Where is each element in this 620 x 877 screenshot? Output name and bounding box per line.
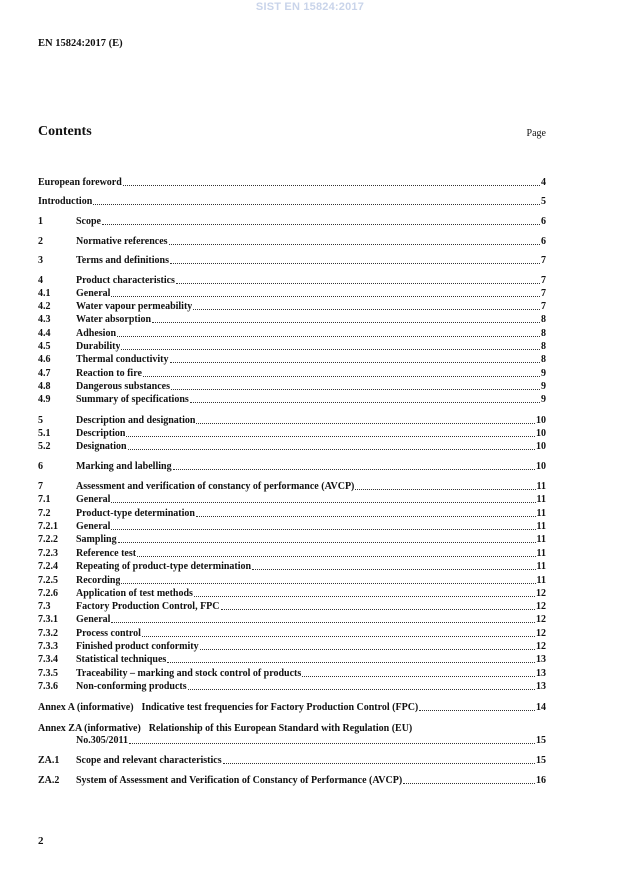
toc-entry[interactable] bbox=[38, 520, 546, 533]
toc-entry-page: 5 bbox=[541, 196, 546, 207]
toc-entry-number: 5.1 bbox=[38, 428, 51, 439]
toc-entry[interactable] bbox=[38, 353, 546, 366]
toc-entry-title: General bbox=[76, 521, 111, 532]
toc-entry[interactable] bbox=[38, 640, 546, 653]
toc-entry-number: 7 bbox=[38, 481, 43, 492]
toc-entry-page: 4 bbox=[541, 177, 546, 188]
toc-dot-leader bbox=[419, 709, 535, 711]
toc-entry-number: 5.2 bbox=[38, 441, 51, 452]
toc-entry-number: 4.6 bbox=[38, 354, 51, 365]
toc-entry[interactable] bbox=[38, 774, 546, 787]
toc-entry[interactable] bbox=[38, 460, 546, 473]
toc-entry-title: General bbox=[76, 494, 111, 505]
toc-entry-title: Product-type determination bbox=[76, 508, 195, 519]
toc-entry-page: 8 bbox=[541, 314, 546, 325]
toc-entry-title: Process control bbox=[76, 628, 141, 639]
toc-entry-page: 11 bbox=[536, 575, 546, 586]
toc-entry-number: 4.8 bbox=[38, 381, 51, 392]
toc-entry-number: 7.3.4 bbox=[38, 654, 58, 665]
toc-entry-title: Dangerous substances bbox=[76, 381, 170, 392]
toc-entry-number: 5 bbox=[38, 415, 43, 426]
toc-entry-page: 9 bbox=[541, 381, 546, 392]
toc-entry-page: 7 bbox=[541, 288, 546, 299]
toc-entry-number: ZA.1 bbox=[38, 755, 60, 766]
toc-entry-page: 10 bbox=[536, 428, 546, 439]
toc-dot-leader bbox=[152, 321, 540, 323]
toc-entry[interactable] bbox=[38, 235, 546, 248]
toc-entry[interactable] bbox=[38, 627, 546, 640]
toc-entry-title: Designation bbox=[76, 441, 127, 452]
page-number: 2 bbox=[38, 835, 44, 847]
toc-entry-number: 7.2 bbox=[38, 508, 51, 519]
toc-dot-leader bbox=[252, 568, 535, 570]
page-column-label: Page bbox=[526, 128, 546, 139]
toc-entry-number: 7.2.6 bbox=[38, 588, 58, 599]
toc-dot-leader bbox=[111, 621, 535, 623]
toc-entry[interactable] bbox=[38, 427, 546, 440]
toc-entry-title: Durability bbox=[76, 341, 121, 352]
toc-entry-page: 7 bbox=[541, 301, 546, 312]
toc-entry-number: 7.3.6 bbox=[38, 681, 58, 692]
toc-dot-leader bbox=[126, 435, 535, 437]
toc-entry[interactable] bbox=[38, 393, 546, 406]
toc-entry-number: 4 bbox=[38, 275, 43, 286]
toc-entry-title: Product characteristics bbox=[76, 275, 175, 286]
toc-dot-leader bbox=[170, 262, 540, 264]
toc-entry-page: 10 bbox=[536, 461, 546, 472]
toc-entry-title: Reaction to fire bbox=[76, 368, 142, 379]
toc-entry-title: Normative references bbox=[76, 236, 168, 247]
toc-entry[interactable] bbox=[38, 574, 546, 587]
toc-entry-title: Description bbox=[76, 428, 126, 439]
toc-entry[interactable] bbox=[38, 547, 546, 560]
toc-dot-leader bbox=[143, 375, 540, 377]
toc-entry-page: 8 bbox=[541, 341, 546, 352]
document-id: EN 15824:2017 (E) bbox=[38, 38, 123, 49]
toc-entry[interactable] bbox=[38, 300, 546, 313]
toc-entry-title: Sampling bbox=[76, 534, 117, 545]
toc-entry-page: 12 bbox=[536, 588, 546, 599]
toc-dot-leader bbox=[167, 661, 535, 663]
toc-entry-title: Scope bbox=[76, 216, 101, 227]
toc-entry-title: Introduction bbox=[38, 196, 93, 207]
toc-entry[interactable] bbox=[38, 493, 546, 506]
toc-entry-title: Summary of specifications bbox=[76, 394, 189, 405]
toc-entry[interactable] bbox=[38, 734, 546, 747]
toc-entry-page: 11 bbox=[536, 481, 546, 492]
toc-entry-title: Scope and relevant characteristics bbox=[76, 755, 222, 766]
toc-entry-page: 14 bbox=[536, 702, 546, 713]
toc-dot-leader bbox=[188, 688, 535, 690]
toc-entry[interactable] bbox=[38, 701, 546, 714]
toc-dot-leader bbox=[194, 595, 535, 597]
toc-entry[interactable] bbox=[38, 215, 546, 228]
toc-entry-title: System of Assessment and Verification of Constancy of Performance (AVCP) bbox=[76, 775, 403, 786]
toc-entry-number: 7.2.3 bbox=[38, 548, 58, 559]
toc-entry-page: 11 bbox=[536, 561, 546, 572]
toc-entry-title: General bbox=[76, 614, 111, 625]
toc-dot-leader bbox=[102, 223, 540, 225]
watermark: SIST EN 15824:2017 bbox=[255, 1, 365, 13]
toc-entry-number: 4.7 bbox=[38, 368, 51, 379]
toc-entry-number: 7.2.4 bbox=[38, 561, 58, 572]
toc-dot-leader bbox=[355, 488, 535, 490]
toc-entry-page: 8 bbox=[541, 354, 546, 365]
toc-entry-page: 7 bbox=[541, 255, 546, 266]
toc-entry-page: 11 bbox=[536, 534, 546, 545]
toc-entry-page: 16 bbox=[536, 775, 546, 786]
toc-dot-leader bbox=[121, 582, 535, 584]
toc-dot-leader bbox=[170, 361, 541, 363]
toc-entry-page: 6 bbox=[541, 236, 546, 247]
toc-entry[interactable] bbox=[38, 254, 546, 267]
toc-entry-title: Non-conforming products bbox=[76, 681, 187, 692]
toc-entry-title: Marking and labelling bbox=[76, 461, 172, 472]
toc-entry-number: 3 bbox=[38, 255, 43, 266]
toc-entry-number: 7.3.5 bbox=[38, 668, 58, 679]
toc-entry-title: Water absorption bbox=[76, 314, 152, 325]
toc-entry-title: Statistical techniques bbox=[76, 654, 167, 665]
toc-dot-leader bbox=[196, 515, 536, 517]
toc-entry-number: 7.2.5 bbox=[38, 575, 58, 586]
toc-dot-leader bbox=[200, 648, 535, 650]
toc-dot-leader bbox=[137, 555, 535, 557]
toc-entry-page: 9 bbox=[541, 394, 546, 405]
toc-entry-title: Factory Production Control, FPC bbox=[76, 601, 220, 612]
toc-dot-leader bbox=[142, 635, 535, 637]
toc-entry-number: 7.1 bbox=[38, 494, 51, 505]
toc-dot-leader bbox=[123, 184, 540, 186]
toc-dot-leader bbox=[128, 448, 535, 450]
toc-entry[interactable] bbox=[38, 613, 546, 626]
toc-entry-number: 7.3 bbox=[38, 601, 51, 612]
toc-entry-title: Repeating of product-type determination bbox=[76, 561, 252, 572]
toc-entry[interactable] bbox=[38, 287, 546, 300]
toc-entry-number: ZA.2 bbox=[38, 775, 60, 786]
toc-entry[interactable] bbox=[38, 313, 546, 326]
toc-dot-leader bbox=[193, 308, 540, 310]
toc-dot-leader bbox=[169, 243, 540, 245]
toc-entry-number: 4.5 bbox=[38, 341, 51, 352]
toc-dot-leader bbox=[403, 782, 535, 784]
toc-entry[interactable] bbox=[38, 507, 546, 520]
toc-entry-number: 7.3.1 bbox=[38, 614, 58, 625]
toc-dot-leader bbox=[190, 401, 540, 403]
toc-dot-leader bbox=[302, 675, 535, 677]
toc-entry-number: 4.2 bbox=[38, 301, 51, 312]
toc-entry-title: Indicative test frequencies for Factory Production Control (FPC) bbox=[141, 702, 419, 713]
toc-entry[interactable] bbox=[38, 274, 546, 287]
toc-entry-title: Application of test methods bbox=[76, 588, 193, 599]
toc-entry[interactable] bbox=[38, 600, 546, 613]
toc-dot-leader bbox=[221, 608, 535, 610]
toc-entry-page: 12 bbox=[536, 601, 546, 612]
toc-entry[interactable] bbox=[38, 680, 546, 693]
toc-entry[interactable] bbox=[38, 340, 546, 353]
toc-entry-number: 4.3 bbox=[38, 314, 51, 325]
toc-entry[interactable] bbox=[38, 754, 546, 767]
toc-entry-page: 9 bbox=[541, 368, 546, 379]
toc-entry-title: Reference test bbox=[76, 548, 137, 559]
toc-entry-title: Thermal conductivity bbox=[76, 354, 169, 365]
toc-entry[interactable] bbox=[38, 560, 546, 573]
toc-dot-leader bbox=[176, 282, 540, 284]
toc-entry[interactable] bbox=[38, 440, 546, 453]
toc-entry-page: 11 bbox=[536, 521, 546, 532]
toc-entry[interactable] bbox=[38, 533, 546, 546]
toc-entry-number: 4.1 bbox=[38, 288, 51, 299]
toc-dot-leader bbox=[111, 528, 535, 530]
toc-entry-number: Annex ZA (informative) bbox=[38, 723, 141, 734]
contents-heading: Contents bbox=[38, 124, 92, 139]
toc-entry-number: 4.9 bbox=[38, 394, 51, 405]
toc-entry-page: 8 bbox=[541, 328, 546, 339]
toc-entry-page: 15 bbox=[536, 735, 546, 746]
toc-entry-page: 15 bbox=[536, 755, 546, 766]
toc-entry-number: 7.2.2 bbox=[38, 534, 58, 545]
toc-entry-page: 11 bbox=[536, 494, 546, 505]
toc-entry[interactable] bbox=[38, 195, 546, 208]
toc-dot-leader bbox=[93, 203, 540, 205]
toc-entry-title: Water vapour permeability bbox=[76, 301, 193, 312]
toc-entry-title: Terms and definitions bbox=[76, 255, 169, 266]
toc-entry-page: 13 bbox=[536, 654, 546, 665]
toc-entry-title: General bbox=[76, 288, 111, 299]
toc-entry-page: 13 bbox=[536, 681, 546, 692]
toc-dot-leader bbox=[111, 295, 540, 297]
toc-entry-page: 6 bbox=[541, 216, 546, 227]
toc-dot-leader bbox=[171, 388, 540, 390]
toc-dot-leader bbox=[196, 422, 535, 424]
toc-entry-page: 10 bbox=[536, 441, 546, 452]
toc-entry-page: 12 bbox=[536, 628, 546, 639]
toc-entry-page: 11 bbox=[536, 508, 546, 519]
toc-entry-number: 6 bbox=[38, 461, 43, 472]
toc-dot-leader bbox=[223, 762, 535, 764]
toc-entry-number: Annex A (informative) bbox=[38, 702, 134, 713]
toc-entry[interactable] bbox=[38, 380, 546, 393]
toc-entry-number: 2 bbox=[38, 236, 43, 247]
toc-entry-title: Relationship of this European Standard with Regulation (EU) bbox=[148, 723, 413, 734]
toc-entry[interactable] bbox=[38, 414, 546, 427]
toc-dot-leader bbox=[121, 348, 540, 350]
toc-entry-page: 13 bbox=[536, 668, 546, 679]
toc-entry-page: 10 bbox=[536, 415, 546, 426]
toc-entry-title: No.305/2011 bbox=[76, 735, 128, 746]
toc-entry-number: 1 bbox=[38, 216, 43, 227]
toc-entry[interactable] bbox=[38, 667, 546, 680]
toc-entry-page: 12 bbox=[536, 614, 546, 625]
toc-entry-page: 12 bbox=[536, 641, 546, 652]
toc-entry-title: Adhesion bbox=[76, 328, 117, 339]
toc-entry-number: 7.3.3 bbox=[38, 641, 58, 652]
toc-entry-number: 4.4 bbox=[38, 328, 51, 339]
toc-entry-title: Finished product conformity bbox=[76, 641, 199, 652]
toc-dot-leader bbox=[129, 742, 535, 744]
toc-dot-leader bbox=[111, 501, 535, 503]
toc-entry-title: European foreword bbox=[38, 177, 122, 188]
toc-entry-title: Traceability – marking and stock control of products bbox=[76, 668, 302, 679]
toc-entry[interactable] bbox=[38, 480, 546, 493]
toc-entry-title: Recording bbox=[76, 575, 121, 586]
toc-dot-leader bbox=[173, 468, 535, 470]
toc-dot-leader bbox=[117, 335, 540, 337]
toc-dot-leader bbox=[118, 541, 536, 543]
toc-entry[interactable] bbox=[38, 327, 546, 340]
toc-entry-page: 11 bbox=[536, 548, 546, 559]
toc-entry[interactable] bbox=[38, 653, 546, 666]
toc-entry-title: Description and designation bbox=[76, 415, 196, 426]
toc-entry-page: 7 bbox=[541, 275, 546, 286]
toc-entry[interactable] bbox=[38, 587, 546, 600]
toc-entry-number: 7.2.1 bbox=[38, 521, 58, 532]
toc-entry-number: 7.3.2 bbox=[38, 628, 58, 639]
toc-entry[interactable] bbox=[38, 176, 546, 189]
toc-entry-title: Assessment and verification of constancy of performance (AVCP) bbox=[76, 481, 355, 492]
toc-entry[interactable] bbox=[38, 367, 546, 380]
